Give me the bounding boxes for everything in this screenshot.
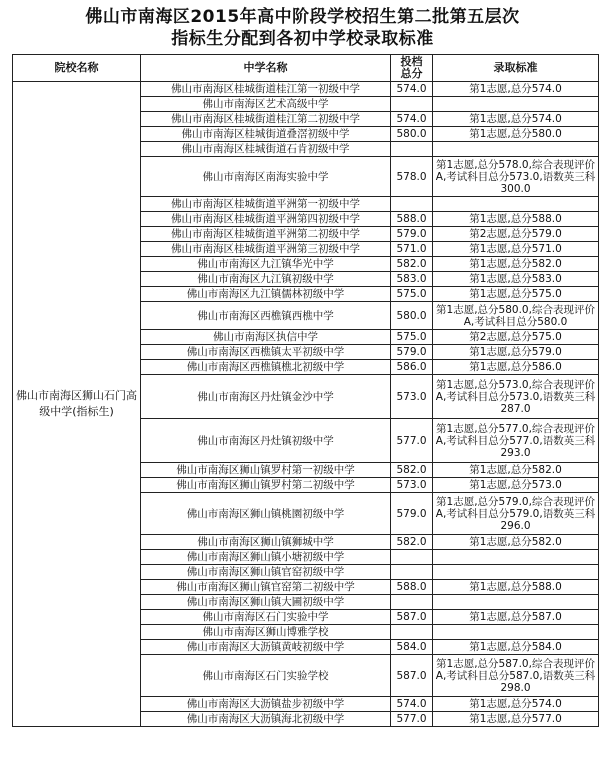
score-cell: 573.0 — [391, 375, 433, 419]
standard-cell: 第1志愿,总分577.0 — [433, 712, 599, 727]
middle-school-name: 佛山市南海区西樵镇太平初级中学 — [141, 345, 391, 360]
score-cell: 582.0 — [391, 463, 433, 478]
score-cell — [391, 565, 433, 580]
standard-cell: 第1志愿,总分583.0 — [433, 272, 599, 287]
score-cell: 577.0 — [391, 712, 433, 727]
score-cell: 574.0 — [391, 697, 433, 712]
standard-cell: 第1志愿,总分574.0 — [433, 697, 599, 712]
table-body — [13, 82, 599, 727]
score-cell: 587.0 — [391, 610, 433, 625]
middle-school-name: 佛山市南海区九江镇初级中学 — [141, 272, 391, 287]
table-row — [13, 82, 599, 97]
standard-cell — [433, 565, 599, 580]
score-cell: 579.0 — [391, 227, 433, 242]
standard-cell — [433, 625, 599, 640]
standard-cell: 第1志愿,总分574.0 — [433, 112, 599, 127]
middle-school-name: 佛山市南海区桂城街道石肯初级中学 — [141, 142, 391, 157]
standard-cell: 第1志愿,总分584.0 — [433, 640, 599, 655]
standard-cell: 第1志愿,总分571.0 — [433, 242, 599, 257]
standard-cell: 第1志愿,总分582.0 — [433, 535, 599, 550]
standard-cell: 第1志愿,总分574.0 — [433, 82, 599, 97]
standard-cell — [433, 595, 599, 610]
score-cell: 583.0 — [391, 272, 433, 287]
middle-school-name: 佛山市南海区九江镇儒林初级中学 — [141, 287, 391, 302]
score-cell: 586.0 — [391, 360, 433, 375]
middle-school-name: 佛山市南海区九江镇华光中学 — [141, 257, 391, 272]
middle-school-name: 佛山市南海区石门实验中学 — [141, 610, 391, 625]
score-cell — [391, 142, 433, 157]
header-middle-school: 中学名称 — [141, 55, 391, 82]
score-cell: 580.0 — [391, 302, 433, 330]
middle-school-name: 佛山市南海区艺术高级中学 — [141, 97, 391, 112]
title-line-2: 指标生分配到各初中学校录取标准 — [171, 29, 434, 49]
standard-cell — [433, 197, 599, 212]
standard-cell: 第1志愿,总分580.0,综合表现评价A,考试科目总分580.0 — [433, 302, 599, 330]
score-cell: 584.0 — [391, 640, 433, 655]
middle-school-name: 佛山市南海区狮山镇罗村第二初级中学 — [141, 478, 391, 493]
score-cell: 577.0 — [391, 419, 433, 463]
middle-school-name: 佛山市南海区狮山镇大圃初级中学 — [141, 595, 391, 610]
standard-cell: 第1志愿,总分587.0 — [433, 610, 599, 625]
middle-school-name: 佛山市南海区狮山镇狮城中学 — [141, 535, 391, 550]
score-cell: 588.0 — [391, 580, 433, 595]
standard-cell: 第1志愿,总分582.0 — [433, 257, 599, 272]
middle-school-name: 佛山市南海区桂城街道桂江第一初级中学 — [141, 82, 391, 97]
score-cell: 582.0 — [391, 535, 433, 550]
title-line-1: 佛山市南海区2015年高中阶段学校招生第二批第五层次 — [85, 7, 520, 27]
score-cell: 587.0 — [391, 655, 433, 697]
header-row — [13, 55, 599, 82]
score-cell — [391, 197, 433, 212]
standard-cell: 第1志愿,总分580.0 — [433, 127, 599, 142]
standard-cell: 第1志愿,总分579.0,综合表现评价A,考试科目总分579.0,语数英三科296.0 — [433, 493, 599, 535]
score-cell: 574.0 — [391, 112, 433, 127]
standard-cell: 第1志愿,总分582.0 — [433, 463, 599, 478]
middle-school-name: 佛山市南海区桂城街道平洲第一初级中学 — [141, 197, 391, 212]
middle-school-name: 佛山市南海区桂城街道桂江第二初级中学 — [141, 112, 391, 127]
middle-school-name: 佛山市南海区西樵镇西樵中学 — [141, 302, 391, 330]
score-cell — [391, 550, 433, 565]
header-standard: 录取标准 — [433, 55, 599, 82]
score-cell: 580.0 — [391, 127, 433, 142]
header-score — [391, 55, 433, 82]
standard-cell: 第1志愿,总分586.0 — [433, 360, 599, 375]
standard-cell: 第1志愿,总分577.0,综合表现评价A,考试科目总分577.0,语数英三科293.0 — [433, 419, 599, 463]
score-cell: 578.0 — [391, 157, 433, 197]
standard-cell: 第1志愿,总分573.0 — [433, 478, 599, 493]
header-score-line-2: 总分 — [400, 67, 423, 80]
score-cell: 575.0 — [391, 287, 433, 302]
middle-school-name: 佛山市南海区南海实验中学 — [141, 157, 391, 197]
standard-cell: 第1志愿,总分587.0,综合表现评价A,考试科目总分587.0,语数英三科298.0 — [433, 655, 599, 697]
header-school: 院校名称 — [13, 55, 141, 82]
middle-school-name: 佛山市南海区狮山镇官窑初级中学 — [141, 565, 391, 580]
middle-school-name: 佛山市南海区狮山镇桃園初级中学 — [141, 493, 391, 535]
standard-cell: 第2志愿,总分575.0 — [433, 330, 599, 345]
standard-cell: 第2志愿,总分579.0 — [433, 227, 599, 242]
middle-school-name: 佛山市南海区狮山镇罗村第一初级中学 — [141, 463, 391, 478]
middle-school-name: 佛山市南海区大沥镇黄岐初级中学 — [141, 640, 391, 655]
standard-cell: 第1志愿,总分588.0 — [433, 580, 599, 595]
standard-cell: 第1志愿,总分579.0 — [433, 345, 599, 360]
score-cell: 579.0 — [391, 493, 433, 535]
middle-school-name: 佛山市南海区狮山镇官窑第二初级中学 — [141, 580, 391, 595]
standard-cell — [433, 550, 599, 565]
middle-school-name: 佛山市南海区桂城街道平洲第三初级中学 — [141, 242, 391, 257]
middle-school-name: 佛山市南海区大沥镇海北初级中学 — [141, 712, 391, 727]
standard-cell: 第1志愿,总分588.0 — [433, 212, 599, 227]
standard-cell: 第1志愿,总分573.0,综合表现评价A,考试科目总分573.0,语数英三科287.0 — [433, 375, 599, 419]
score-cell — [391, 625, 433, 640]
middle-school-name: 佛山市南海区大沥镇盐步初级中学 — [141, 697, 391, 712]
middle-school-name: 佛山市南海区丹灶镇初级中学 — [141, 419, 391, 463]
admission-table — [12, 54, 599, 727]
middle-school-name: 佛山市南海区桂城街道叠滘初级中学 — [141, 127, 391, 142]
middle-school-name: 佛山市南海区桂城街道平洲第四初级中学 — [141, 212, 391, 227]
header-score-line-1: 投档 — [400, 55, 423, 68]
middle-school-name: 佛山市南海区执信中学 — [141, 330, 391, 345]
document-title — [0, 6, 605, 50]
score-cell — [391, 97, 433, 112]
score-cell: 575.0 — [391, 330, 433, 345]
middle-school-name: 佛山市南海区桂城街道平洲第二初级中学 — [141, 227, 391, 242]
score-cell: 579.0 — [391, 345, 433, 360]
middle-school-name: 佛山市南海区西樵镇樵北初级中学 — [141, 360, 391, 375]
school-name-cell: 佛山市南海区狮山石门高级中学(指标生) — [13, 82, 141, 727]
score-cell: 582.0 — [391, 257, 433, 272]
standard-cell: 第1志愿,总分575.0 — [433, 287, 599, 302]
standard-cell — [433, 142, 599, 157]
middle-school-name: 佛山市南海区石门实验学校 — [141, 655, 391, 697]
score-cell: 573.0 — [391, 478, 433, 493]
middle-school-name: 佛山市南海区丹灶镇金沙中学 — [141, 375, 391, 419]
score-cell — [391, 595, 433, 610]
score-cell: 574.0 — [391, 82, 433, 97]
score-cell: 588.0 — [391, 212, 433, 227]
standard-cell: 第1志愿,总分578.0,综合表现评价A,考试科目总分573.0,语数英三科300.0 — [433, 157, 599, 197]
middle-school-name: 佛山市南海区狮山镇小塘初级中学 — [141, 550, 391, 565]
score-cell: 571.0 — [391, 242, 433, 257]
standard-cell — [433, 97, 599, 112]
middle-school-name: 佛山市南海区狮山博雅学校 — [141, 625, 391, 640]
